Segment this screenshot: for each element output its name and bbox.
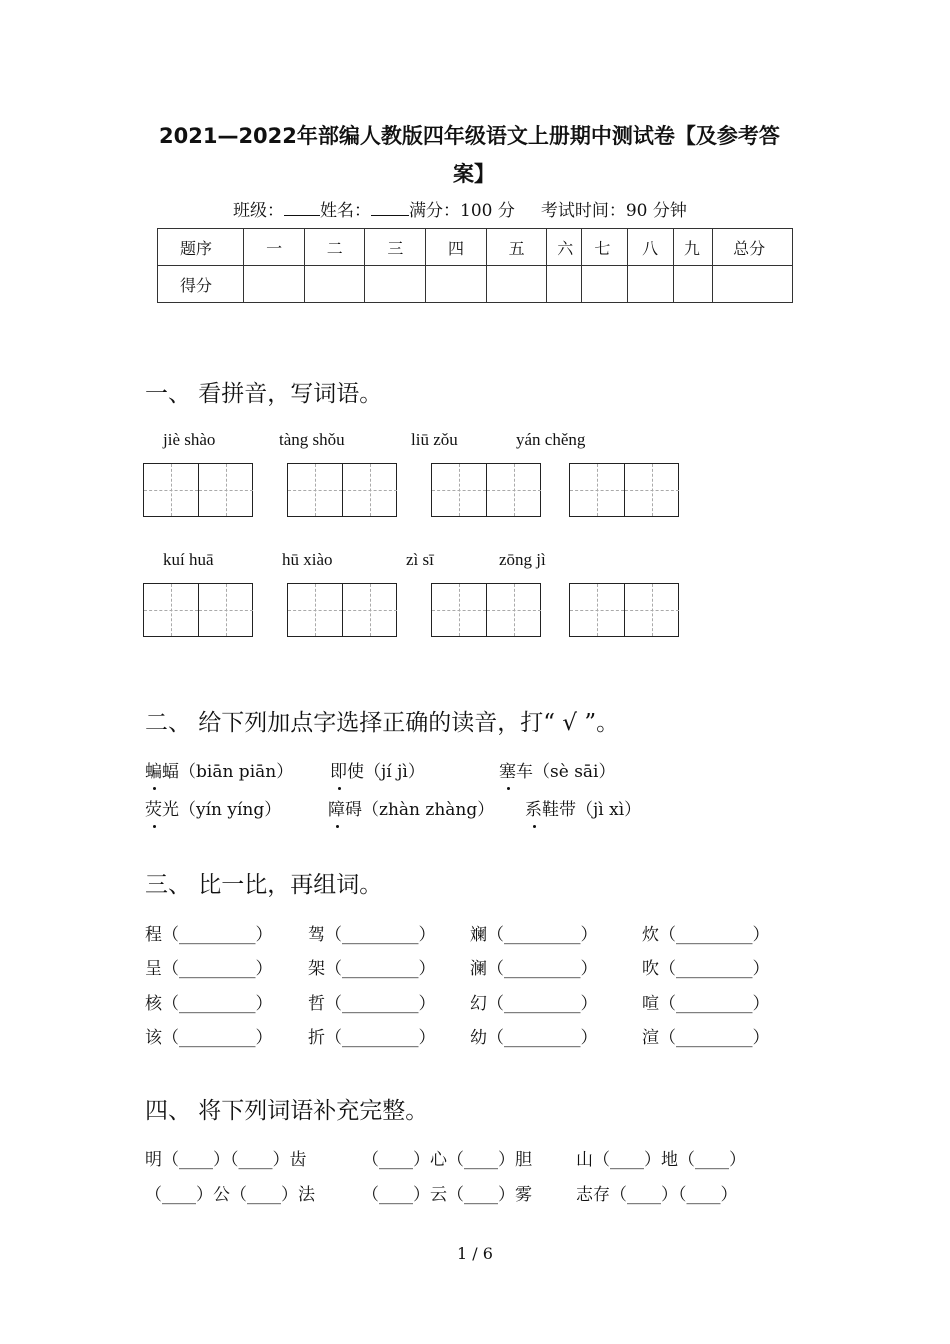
compare-item: 吹（_________）	[642, 959, 770, 979]
score-header-cell: 题序	[158, 229, 244, 266]
idiom-item[interactable]: 山（____）地（____）	[576, 1150, 746, 1170]
writing-grid[interactable]	[287, 463, 397, 517]
compare-item: 喧（_________）	[642, 994, 770, 1014]
word-blank[interactable]: （_________）	[487, 959, 598, 979]
score-header-cell: 二	[304, 229, 365, 266]
score-cell[interactable]	[628, 266, 674, 303]
reading-item: 荧光（yín yíng）	[145, 800, 282, 820]
writing-grid[interactable]	[569, 463, 679, 517]
idiom-item[interactable]: （____）公（____）法	[145, 1185, 315, 1205]
reading-item: 系鞋带（jì xì）	[525, 800, 642, 820]
word-blank[interactable]: （_________）	[325, 925, 436, 945]
page-number: 1 / 6	[457, 1244, 493, 1263]
pinyin-label: tàng shǒu	[279, 430, 345, 449]
dotted-char: 障	[328, 800, 345, 820]
word-blank[interactable]: （_________）	[659, 994, 770, 1014]
dotted-char: 荧	[145, 800, 162, 820]
compare-item: 驾（_________）	[308, 925, 436, 945]
name-blank[interactable]	[371, 199, 409, 216]
idiom-item[interactable]: 志存（____）（____）	[576, 1185, 738, 1205]
word-blank[interactable]: （_________）	[325, 959, 436, 979]
pinyin-label: jiè shào	[163, 430, 216, 449]
score-header-cell: 八	[628, 229, 674, 266]
word-blank[interactable]: （_________）	[162, 1028, 273, 1048]
reading-item: 蝙蝠（biān piān）	[145, 762, 294, 782]
reading-item: 即使（jí jì）	[330, 762, 425, 782]
word-blank[interactable]: （_________）	[162, 959, 273, 979]
writing-grid[interactable]	[431, 583, 541, 637]
class-blank[interactable]	[284, 199, 320, 216]
score-header-row	[158, 229, 793, 266]
reading-options[interactable]: （yín yíng）	[179, 800, 282, 820]
word-blank[interactable]: （_________）	[659, 1028, 770, 1048]
compare-item: 该（_________）	[145, 1028, 273, 1048]
score-header-cell: 七	[582, 229, 628, 266]
writing-grid[interactable]	[143, 463, 253, 517]
dotted-char: 即	[330, 762, 347, 782]
dotted-char: 系	[525, 800, 542, 820]
idiom-item[interactable]: （____）心（____）胆	[362, 1150, 532, 1170]
score-header-cell: 五	[486, 229, 547, 266]
pinyin-label: kuí huā	[163, 550, 214, 569]
score-cell[interactable]	[426, 266, 487, 303]
reading-options[interactable]: （jì xì）	[576, 800, 642, 820]
compare-item: 斓（_________）	[470, 925, 598, 945]
score-cell[interactable]	[713, 266, 793, 303]
section-1-heading: 一、 看拼音，写词语。	[145, 381, 383, 407]
score-header-cell: 四	[426, 229, 487, 266]
compare-item: 程（_________）	[145, 925, 273, 945]
info-line	[233, 196, 687, 221]
page-title-line1: 2021—2022年部编人教版四年级语文上册期中测试卷【及参考答	[159, 124, 780, 148]
compare-item: 架（_________）	[308, 959, 436, 979]
dotted-char: 蝙	[145, 762, 162, 782]
reading-options[interactable]: （zhàn zhàng）	[362, 800, 495, 820]
score-cell[interactable]	[673, 266, 712, 303]
word-blank[interactable]: （_________）	[325, 1028, 436, 1048]
score-cell[interactable]	[486, 266, 547, 303]
full-score: 满分：100 分	[409, 201, 515, 221]
exam-time: 考试时间：90 分钟	[540, 201, 687, 221]
word-blank[interactable]: （_________）	[487, 1028, 598, 1048]
idiom-item[interactable]: 明（____）（____）齿	[145, 1150, 307, 1170]
compare-item: 核（_________）	[145, 994, 273, 1014]
pinyin-label: liū zǒu	[411, 430, 458, 449]
pinyin-label: zōng jì	[499, 550, 546, 569]
word-blank[interactable]: （_________）	[659, 959, 770, 979]
score-cell[interactable]	[582, 266, 628, 303]
section-2-heading: 二、 给下列加点字选择正确的读音，打“ √ ”。	[145, 710, 620, 736]
writing-grid[interactable]	[143, 583, 253, 637]
writing-grid[interactable]	[431, 463, 541, 517]
pinyin-label: yán chěng	[516, 430, 586, 449]
score-table	[157, 228, 793, 303]
section-4-heading: 四、 将下列词语补充完整。	[145, 1098, 429, 1124]
score-row-label: 得分	[158, 266, 244, 303]
word-blank[interactable]: （_________）	[325, 994, 436, 1014]
word-blank[interactable]: （_________）	[162, 925, 273, 945]
reading-item: 塞车（sè sāi）	[499, 762, 616, 782]
reading-options[interactable]: （biān piān）	[179, 762, 294, 782]
score-header-cell: 总分	[713, 229, 793, 266]
class-label: 班级：	[233, 201, 284, 221]
compare-item: 澜（_________）	[470, 959, 598, 979]
dotted-char: 塞	[499, 762, 516, 782]
writing-grid[interactable]	[569, 583, 679, 637]
compare-item: 炊（_________）	[642, 925, 770, 945]
reading-options[interactable]: （sè sāi）	[533, 762, 616, 782]
word-blank[interactable]: （_________）	[487, 925, 598, 945]
score-cell[interactable]	[547, 266, 582, 303]
compare-item: 渲（_________）	[642, 1028, 770, 1048]
compare-item: 哲（_________）	[308, 994, 436, 1014]
score-header-cell: 一	[244, 229, 305, 266]
page-title-line2: 案】	[453, 162, 495, 186]
pinyin-label: zì sī	[406, 550, 434, 569]
compare-item: 幻（_________）	[470, 994, 598, 1014]
compare-item: 幼（_________）	[470, 1028, 598, 1048]
score-header-cell: 九	[673, 229, 712, 266]
score-cell[interactable]	[244, 266, 305, 303]
word-blank[interactable]: （_________）	[487, 994, 598, 1014]
reading-options[interactable]: （jí jì）	[364, 762, 425, 782]
score-header-cell: 三	[365, 229, 426, 266]
section-3-heading: 三、 比一比，再组词。	[145, 872, 383, 898]
idiom-item[interactable]: （____）云（____）雾	[362, 1185, 532, 1205]
reading-item: 障碍（zhàn zhàng）	[328, 800, 495, 820]
pinyin-label: hū xiào	[282, 550, 333, 569]
score-cell[interactable]	[304, 266, 365, 303]
score-value-row	[158, 266, 793, 303]
word-blank[interactable]: （_________）	[659, 925, 770, 945]
name-label: 姓名：	[320, 201, 371, 221]
score-cell[interactable]	[365, 266, 426, 303]
compare-item: 呈（_________）	[145, 959, 273, 979]
word-blank[interactable]: （_________）	[162, 994, 273, 1014]
writing-grid[interactable]	[287, 583, 397, 637]
score-header-cell: 六	[547, 229, 582, 266]
compare-item: 折（_________）	[308, 1028, 436, 1048]
